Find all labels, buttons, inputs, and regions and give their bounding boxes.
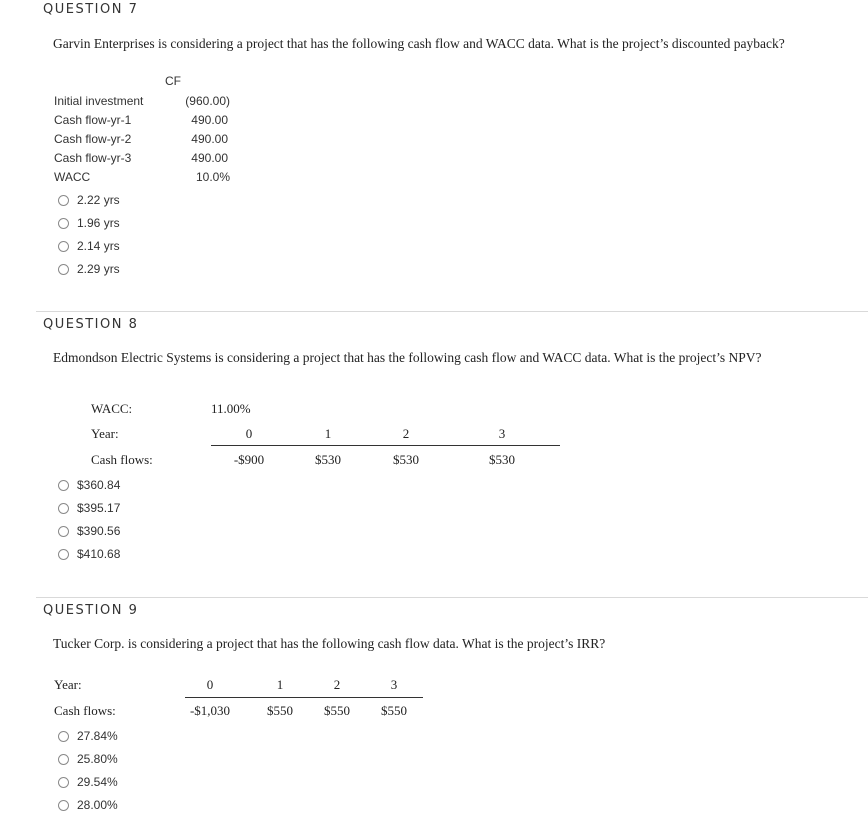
section-divider (36, 597, 868, 598)
answer-label: 29.54% (77, 775, 118, 789)
answer-label: $410.68 (77, 547, 121, 561)
question-9-text: Tucker Corp. is considering a project that has the following cash flow data. What is the project’s IRR? (53, 636, 606, 651)
answer-option[interactable] (58, 523, 120, 539)
question-7-text: Garvin Enterprises is considering a project that has the following cash flow and WACC data. What is the project’s discounted payback? (53, 36, 785, 51)
row-value: 490.00 (191, 151, 228, 165)
radio-button[interactable] (58, 264, 69, 275)
cash-flow-value: $550 (267, 703, 293, 718)
section-divider (36, 311, 868, 312)
year-header: 0 (206, 677, 214, 692)
row-value: 490.00 (191, 132, 228, 146)
answer-option[interactable] (58, 728, 118, 744)
cash-flows-label: Cash flows: (91, 452, 153, 467)
row-value: 490.00 (191, 113, 228, 127)
cash-flow-value: -$900 (233, 452, 265, 467)
answer-label: 27.84% (77, 729, 118, 743)
question-7-heading: QUESTION 7 (43, 2, 139, 17)
answer-option[interactable] (58, 546, 120, 562)
answer-label: 28.00% (77, 798, 118, 812)
cash-flow-value: $530 (315, 452, 341, 467)
cash-flow-value: $550 (381, 703, 407, 718)
row-value: (960.00) (185, 94, 230, 108)
answer-label: 2.29 yrs (77, 262, 120, 276)
year-header: 2 (402, 426, 410, 441)
answer-label: $360.84 (77, 478, 121, 492)
answer-label: 2.14 yrs (77, 239, 120, 253)
radio-button[interactable] (58, 218, 69, 229)
radio-button[interactable] (58, 777, 69, 788)
row-label: Cash flow-yr-1 (54, 113, 132, 127)
table-rule (211, 445, 560, 446)
radio-button[interactable] (58, 526, 69, 537)
answer-label: $390.56 (77, 524, 121, 538)
answer-option[interactable] (58, 774, 118, 790)
wacc-label: WACC: (91, 401, 133, 416)
cash-flow-value: $530 (489, 452, 515, 467)
radio-button[interactable] (58, 800, 69, 811)
year-header: 3 (498, 426, 506, 441)
question-8-heading: QUESTION 8 (43, 317, 139, 332)
wacc-value: 11.00% (211, 401, 251, 416)
answer-label: 25.80% (77, 752, 118, 766)
cash-flows-label: Cash flows: (54, 703, 116, 718)
answer-label: 1.96 yrs (77, 216, 120, 230)
year-label: Year: (54, 677, 82, 692)
answer-option[interactable] (58, 215, 120, 231)
cash-flow-value: -$1,030 (189, 703, 231, 718)
cash-flow-value: $530 (393, 452, 419, 467)
answer-option[interactable] (58, 751, 118, 767)
radio-button[interactable] (58, 503, 69, 514)
year-header: 1 (276, 677, 284, 692)
answer-label: 2.22 yrs (77, 193, 120, 207)
table-rule (185, 697, 423, 698)
radio-button[interactable] (58, 754, 69, 765)
year-header: 0 (245, 426, 253, 441)
cash-flow-value: $550 (324, 703, 350, 718)
cf-column-header: CF (165, 74, 181, 88)
year-header: 1 (324, 426, 332, 441)
answer-option[interactable] (58, 477, 120, 493)
row-value: 10.0% (195, 170, 230, 184)
row-label: Cash flow-yr-3 (54, 151, 132, 165)
question-9-heading: QUESTION 9 (43, 603, 139, 618)
radio-button[interactable] (58, 549, 69, 560)
answer-option[interactable] (58, 500, 120, 516)
answer-option[interactable] (58, 261, 120, 277)
answer-option[interactable] (58, 192, 120, 208)
radio-button[interactable] (58, 241, 69, 252)
answer-label: $395.17 (77, 501, 121, 515)
answer-option[interactable] (58, 797, 118, 813)
year-label: Year: (91, 426, 119, 441)
answer-option[interactable] (58, 238, 120, 254)
year-header: 3 (390, 677, 398, 692)
row-label: Cash flow-yr-2 (54, 132, 132, 146)
row-label: WACC (54, 170, 91, 184)
year-header: 2 (333, 677, 341, 692)
radio-button[interactable] (58, 731, 69, 742)
radio-button[interactable] (58, 480, 69, 491)
radio-button[interactable] (58, 195, 69, 206)
row-label: Initial investment (54, 94, 144, 108)
question-8-text: Edmondson Electric Systems is considering a project that has the following cash flow and WACC data. What is the project’s NPV? (53, 350, 762, 365)
